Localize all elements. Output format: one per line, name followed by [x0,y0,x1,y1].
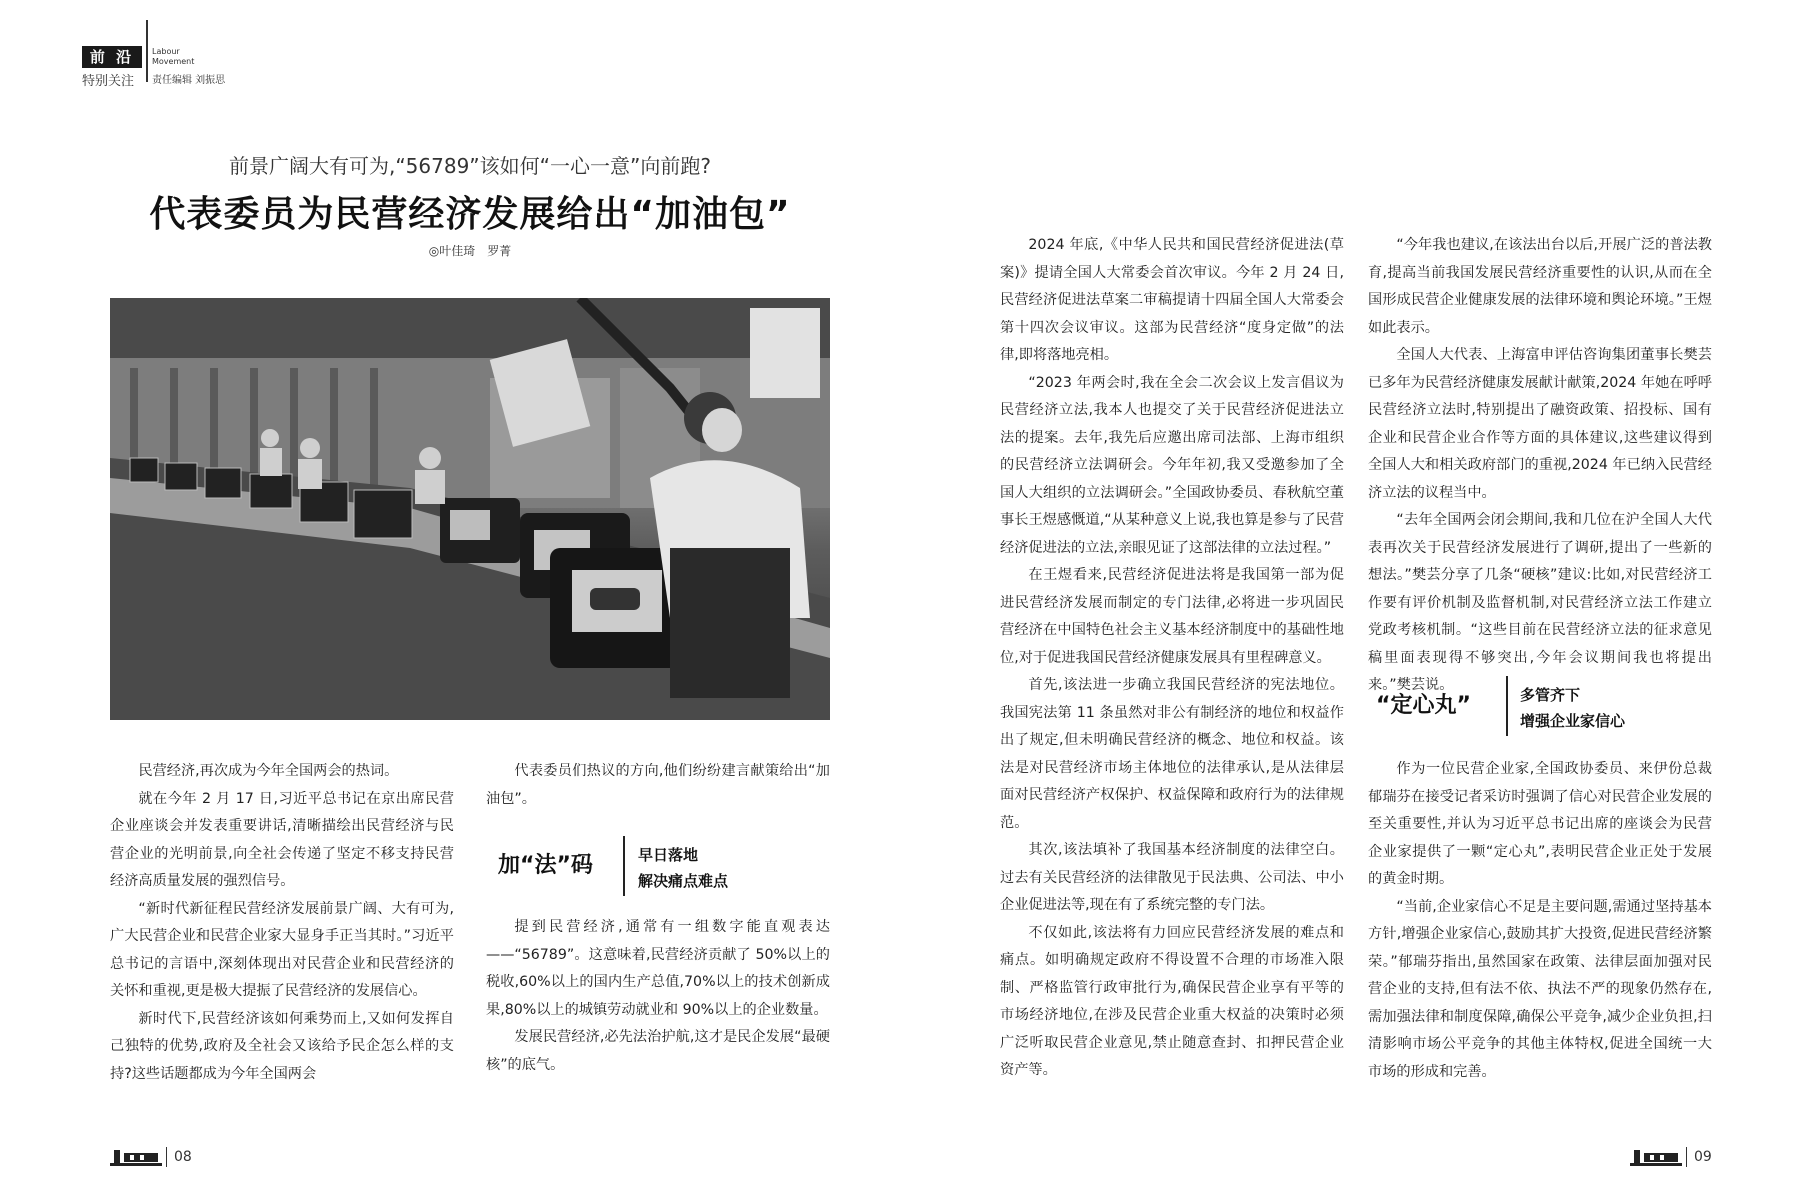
paragraph: 2024 年底,《中华人民共和国民营经济促进法(草案)》提请全国人大常委会首次审议。今年 2 月 24 日,民营经济促进法草案二审稿提请十四届全国人大常委会第十四次会议审议。这部为民营经济“度身定做”的法律,即将落地亮相。 [1000,237,1344,363]
magazine-logo [110,1148,162,1166]
left-column-2-bottom [486,914,830,1079]
article-byline: ◎叶佳琦 罗菁 [428,244,512,258]
paragraph: 全国人大代表、上海富申评估咨询集团董事长樊芸已多年为民营经济健康发展献计献策,2024 年她在呼呼民营经济立法时,特别提出了融资政策、招投标、国有企业和民营企业合作等方面的具体建议,这些建议得到全国人大和相关政府部门的重视,2024 年已纳入民营经济立法的议程当中。 [1368,347,1712,501]
subhead-legal [498,836,798,900]
article-title: 代表委员为民营经济发展给出“加油包” [149,194,791,235]
paragraph: 提到民营经济,通常有一组数字能直观表达——“56789”。这意味着,民营经济贡献了 50%以上的税收,60%以上的国内生产总值,70%以上的技术创新成果,80%以上的城镇劳动就业和 90%以上的企业数量。 [486,919,830,1018]
paragraph: 发展民营经济,必先法治护航,这才是民企发展“最硬核”的底气。 [486,1029,830,1073]
right-column-2-top [1368,232,1712,700]
paragraph: 其次,该法填补了我国基本经济制度的法律空白。过去有关民营经济的法律散见于民法典、公司法、中小企业促进法等,现在有了系统完整的专门法。 [1000,842,1344,913]
paragraph: 首先,该法进一步确立我国民营经济的宪法地位。我国宪法第 11 条虽然对非公有制经济的地位和权益作出了规定,但未明确民营经济的概念、地位和权益。该法是对民营经济市场主体地位的法律承认,是从法律层面对民营经济产权保护、权益保障和政府行为的法律规范。 [1000,677,1344,831]
subhead-lines [1520,682,1625,734]
subhead-divider [623,836,625,896]
subhead-main: “定心丸” [1376,693,1471,718]
section-subtitle: 特别关注 [82,74,135,89]
paragraph: 民营经济,再次成为今年全国两会的热词。 [138,763,399,779]
page-number-right: 09 [1694,1149,1712,1165]
paragraph: 新时代下,民营经济该如何乘势而上,又如何发挥自己独特的优势,政府及全社会又该给予民企怎么样的支持?这些话题都成为今年全国两会 [110,1010,454,1082]
section-english-label: Labour Movement [152,47,195,66]
paragraph: 作为一位民营企业家,全国政协委员、来伊份总裁郁瑞芬在接受记者采访时强调了信心对民营企业发展的至关重要性,并认为习近平总书记出席的座谈会为民营企业家提供了一颗“定心丸”,表明民营企业正处于发展的黄金时期。 [1368,761,1712,887]
left-column-2-top [486,758,830,813]
subhead-line: 多管齐下 [1520,686,1581,704]
paragraph: 代表委员们热议的方向,他们纷纷建言献策给出“加油包”。 [486,763,830,807]
section-divider [146,20,148,82]
paragraph: “2023 年两会时,我在全会二次会议上发言倡议为民营经济立法,我本人也提交了关于民营经济促进法立法的提案。去年,我先后应邀出席司法部、上海市组织的民营经济立法调研会。今年年初,我又受邀参加了全国人大组织的立法调研会。”全国政协委员、春秋航空董事长王煜感慨道,“从某种意义上说,我也算是参与了民营经济促进法的立法,亲眼见证了这部法律的立法过程。” [1000,374,1344,556]
footer-divider [166,1147,167,1167]
paragraph: “新时代新征程民营经济发展前景广阔、大有可为,广大民营企业和民营企业家大显身手正当其时。”习近平总书记的言语中,深刻体现出对民营企业和民营经济的关怀和重视,更是极大提振了民营经济的发展信心。 [110,900,454,999]
paragraph: 不仅如此,该法将有力回应民营经济发展的难点和痛点。如明确规定政府不得设置不合理的市场准入限制、严格监管行政审批行为,确保民营企业享有平等的市场经济地位,在涉及民营企业重大权益的决策时必须广泛听取民营企业意见,禁止随意查封、扣押民营企业资产等。 [1000,924,1344,1078]
subhead-line: 增强企业家信心 [1520,712,1626,730]
section-tag: 前 沿 [82,46,142,68]
right-column-2-bottom [1368,756,1712,1086]
subhead-divider [1506,676,1508,736]
right-page [900,0,1800,1200]
subhead-main: 加“法”码 [498,853,593,878]
paragraph: “今年我也建议,在该法出台以后,开展广泛的普法教育,提高当前我国发展民营经济重要性的认识,从而在全国形成民营企业健康发展的法律环境和舆论环境。”王煜如此表示。 [1368,237,1712,336]
article-kicker: 前景广阔大有可为,“56789”该如何“一心一意”向前跑? [228,154,712,178]
page-number-left: 08 [174,1149,192,1165]
left-column-1 [110,758,454,1088]
paragraph: “去年全国两会闭会期间,我和几位在沪全国人大代表再次关于民营经济发展进行了调研,提出了一些新的想法。”樊芸分享了几条“硬核”建议:比如,对民营经济工作要有评价机制及监督机制,对民营经济立法工作建立党政考核机制。“这些目前在民营经济立法的征求意见稿里面表现得不够突出,今年会议期间我也将提出来。”樊芸说。 [1368,512,1712,693]
paragraph: “当前,企业家信心不足是主要问题,需通过坚持基本方针,增强企业家信心,鼓励其扩大投资,促进民营经济繁荣。”郁瑞芬指出,虽然国家在政策、法律层面加强对民营企业的支持,但有法不依、执法不严的现象仍然存在,需加强法律和制度保障,确保公平竞争,减少企业负担,扫清影响市场公平竞争的其他主体特权,促进全国统一大市场的形成和完善。 [1368,898,1712,1080]
paragraph: 就在今年 2 月 17 日,习近平总书记在京出席民营企业座谈会并发表重要讲话,清晰描绘出民营经济与民营企业的光明前景,向全社会传递了坚定不移支持民营经济高质量发展的强烈信号。 [110,790,454,889]
footer-divider [1686,1147,1687,1167]
magazine-logo [1630,1148,1682,1166]
paragraph: 在王煜看来,民营经济促进法将是我国第一部为促进民营经济发展而制定的专门法律,必将进一步巩固民营经济在中国特色社会主义基本经济制度中的基础性地位,对于促进我国民营经济健康发展具有里程碑意义。 [1000,567,1344,666]
subhead-line: 解决痛点难点 [638,872,729,890]
subhead-line: 早日落地 [638,846,699,864]
factory-photo [110,298,830,720]
subhead-lines [638,842,728,894]
subhead-reassurance [1376,676,1696,740]
editor-credit: 责任编辑 刘振思 [152,75,226,86]
right-column-1 [1000,232,1344,1085]
